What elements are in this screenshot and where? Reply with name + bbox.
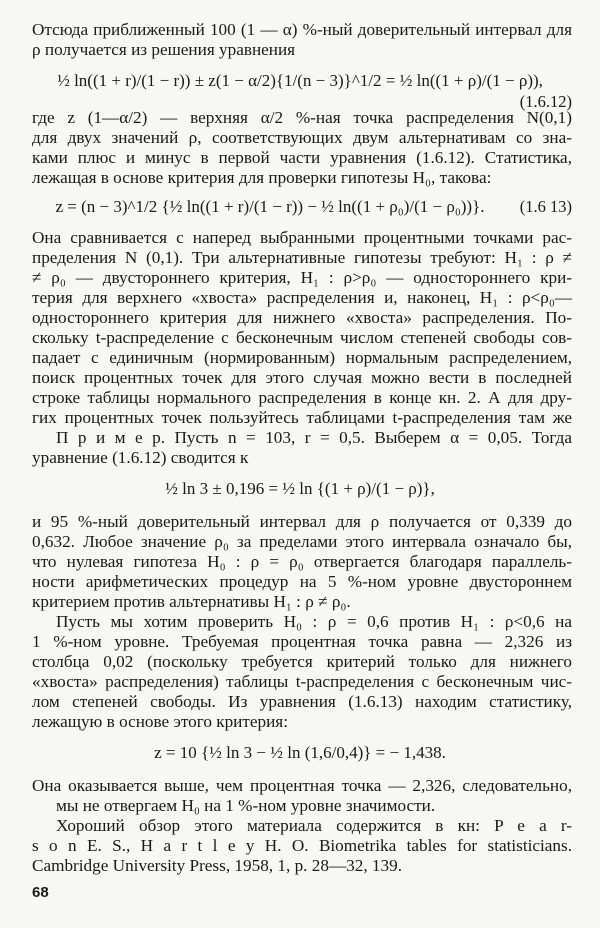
text-line: лежащая в основе критерия для проверки гипотезы H₀, такова: xyxy=(32,168,492,187)
equation-statistic: z = 10 {½ ln 3 − ½ ln (1,6/0,4)} = − 1,438. xyxy=(154,743,446,762)
text-line: одностороннего критерия для нижнего «хвоста» распределения. По- xyxy=(32,308,572,327)
text-line: критерием против альтернативы H₁ : ρ ≠ ρ₀. xyxy=(32,592,351,611)
text-line: Отсюда приближенный 100 (1 — α) %-ный доверительный интервал для xyxy=(32,20,572,39)
text-line: лом степеней свободы. Из уравнения (1.6.13) находим статистику, xyxy=(32,692,572,711)
equation-example: ½ ln 3 ± 0,196 = ½ ln {(1 + ρ)/(1 − ρ)}, xyxy=(165,479,435,498)
text-line: мы не отвергаем H₀ на 1 %-ном уровне значимости. xyxy=(56,796,436,815)
text-line: Она сравнивается с наперед выбранными процентными точками рас- xyxy=(32,228,572,247)
text-line: ками плюс и минус в первой части уравнения (1.6.12). Статистика, xyxy=(32,148,572,167)
text-line: ности арифметических процедур на 5 %-ном уровне двустороннем xyxy=(32,572,572,591)
example-heading-line: П р и м е р. Пусть n = 103, r = 0,5. Выберем α = 0,05. Тогда xyxy=(56,428,572,447)
text-line: ≠ ρ₀ — двустороннего критерия, H₁ : ρ>ρ₀ — одностороннего кри- xyxy=(32,268,572,287)
text-line: Она оказывается выше, чем процентная точка — 2,326, следовательно, xyxy=(32,776,572,795)
text-line: Пусть мы хотим проверить H₀ : ρ = 0,6 против H₁ : ρ<0,6 на xyxy=(56,612,572,631)
equation-1-6-12: ½ ln((1 + r)/(1 − r)) ± z(1 − α/2){1/(n − 3)}^1/2 = ½ ln((1 + ρ)/(1 − ρ)), xyxy=(57,71,543,90)
text-line: ρ получается из решения уравнения xyxy=(32,40,296,59)
reference-line: Хороший обзор этого материала содержится в кн: P e a r- xyxy=(56,816,572,835)
equation-1-6-13: z = (n − 3)^1/2 {½ ln((1 + r)/(1 − r)) − ½ ln((1 + ρ₀)/(1 − ρ₀))}. xyxy=(55,197,485,216)
text-line: лежащую в основе этого критерия: xyxy=(32,712,288,731)
text-line: 1 %-ном уровне. Требуемая процентная точка равна — 2,326 из xyxy=(32,632,572,651)
equation-number: (1.6 13) xyxy=(519,197,572,216)
text-line: гих процентных точек пользуйтесь таблицами t-распределения там же xyxy=(32,408,572,427)
text-line: для двух значений ρ, соответствующих двум альтернативам со зна- xyxy=(32,128,572,147)
text-line: падает с единичным (нормированным) нормальным распределением, xyxy=(32,348,572,367)
text-line: столбца 0,02 (поскольку требуется критерий только для нижнего xyxy=(32,652,572,671)
reference-line: s o n E. S., H a r t l e y H. O. Biometrika tables for statisticians. xyxy=(32,836,572,855)
reference-line: Cambridge University Press, 1958, 1, p. 28—32, 139. xyxy=(32,856,402,875)
text-line: пределения N (0,1). Три альтернативные гипотезы требуют: H₁ : ρ ≠ xyxy=(32,248,572,267)
text-line: что нулевая гипотеза H₀ : ρ = ρ₀ отвергается благодаря параллель- xyxy=(32,552,572,571)
equation-number: (1.6.12) xyxy=(519,92,572,111)
text-line: поиск процентных точек для этого случая можно вести в последней xyxy=(32,368,572,387)
text-line: скольку t-распределение с бесконечным числом степеней свободы сов- xyxy=(32,328,572,347)
text-line: уравнение (1.6.12) сводится к xyxy=(32,448,249,467)
text-line: где z (1—α/2) — верхняя α/2 %-ная точка распределения N(0,1) xyxy=(32,108,572,127)
text-line: и 95 %-ный доверительный интервал для ρ получается от 0,339 до xyxy=(32,512,572,531)
text-line: терия для верхнего «хвоста» распределения и, наконец, H₁ : ρ<ρ₀— xyxy=(32,288,572,307)
page-number: 68 xyxy=(32,884,49,901)
text-line: 0,632. Любое значение ρ₀ за пределами этого интервала означало бы, xyxy=(32,532,572,551)
text-line: «хвоста» распределения) таблицы t-распределения с бесконечным чис- xyxy=(32,672,572,691)
text-line: строке таблицы нормального распределения в конце кн. 2. А для дру- xyxy=(32,388,572,407)
